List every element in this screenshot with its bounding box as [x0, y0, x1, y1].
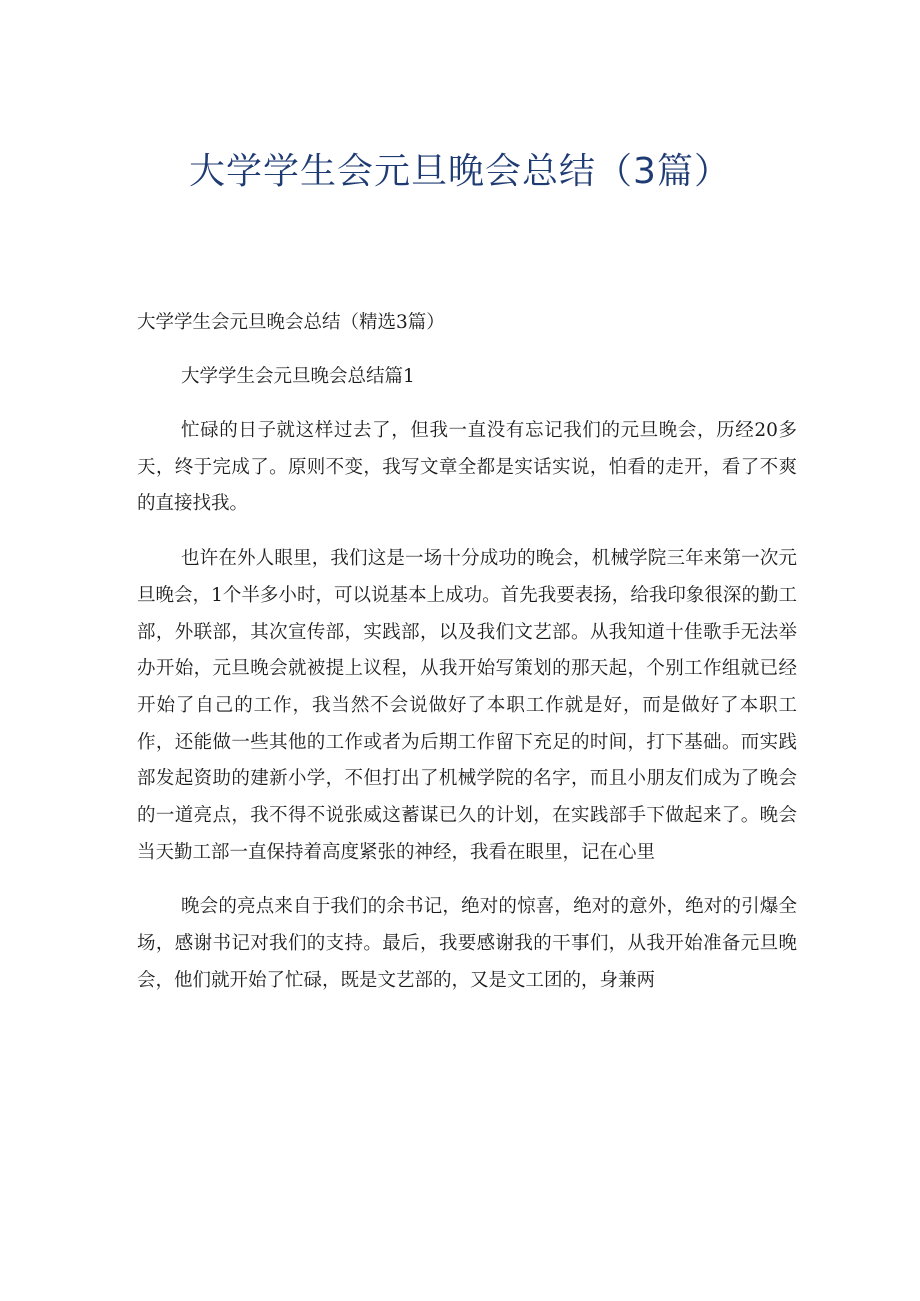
section-heading: 大学学生会元旦晚会总结篇1: [181, 366, 415, 387]
document-title: 大学学生会元旦晚会总结（3篇）: [189, 151, 731, 192]
paragraph-1: 忙碌的日子就这样过去了，但我一直没有忘记我们的元旦晚会，历经20多天，终于完成了。原则不变，我写文章全都是实话实说，怕看的走开，看了不爽的直接找我。: [137, 420, 797, 515]
paragraph-3: 晚会的亮点来自于我们的余书记，绝对的惊喜，绝对的意外，绝对的引爆全场，感谢书记对我们的支持。最后，我要感谢我的干事们，从我开始准备元旦晚会，他们就开始了忙碌，既是文艺部的，又是文工团的，身兼两: [137, 896, 797, 991]
document-body: [137, 305, 797, 1018]
paragraph-2: 也许在外人眼里，我们这是一场十分成功的晚会，机械学院三年来第一次元旦晚会，1个半多小时，可以说基本上成功。首先我要表扬，给我印象很深的勤工部，外联部，其次宣传部，实践部，以及我们文艺部。从我知道十佳歌手无法举办开始，元旦晚会就被提上议程，从我开始写策划的那天起，个别工作组就已经开始了自己的工作，我当然不会说做好了本职工作就是好，而是做好了本职工作，还能做一些其他的工作或者为后期工作留下充足的时间，打下基础。而实践部发起资助的建新小学，不但打出了机械学院的名字，而且小朋友们成为了晚会的一道亮点，我不得不说张威这蓄谋已久的计划，在实践部手下做起来了。晚会当天勤工部一直保持着高度紧张的神经，我看在眼里，记在心里: [137, 548, 797, 863]
document-subtitle: 大学学生会元旦晚会总结（精选3篇）: [137, 312, 445, 333]
